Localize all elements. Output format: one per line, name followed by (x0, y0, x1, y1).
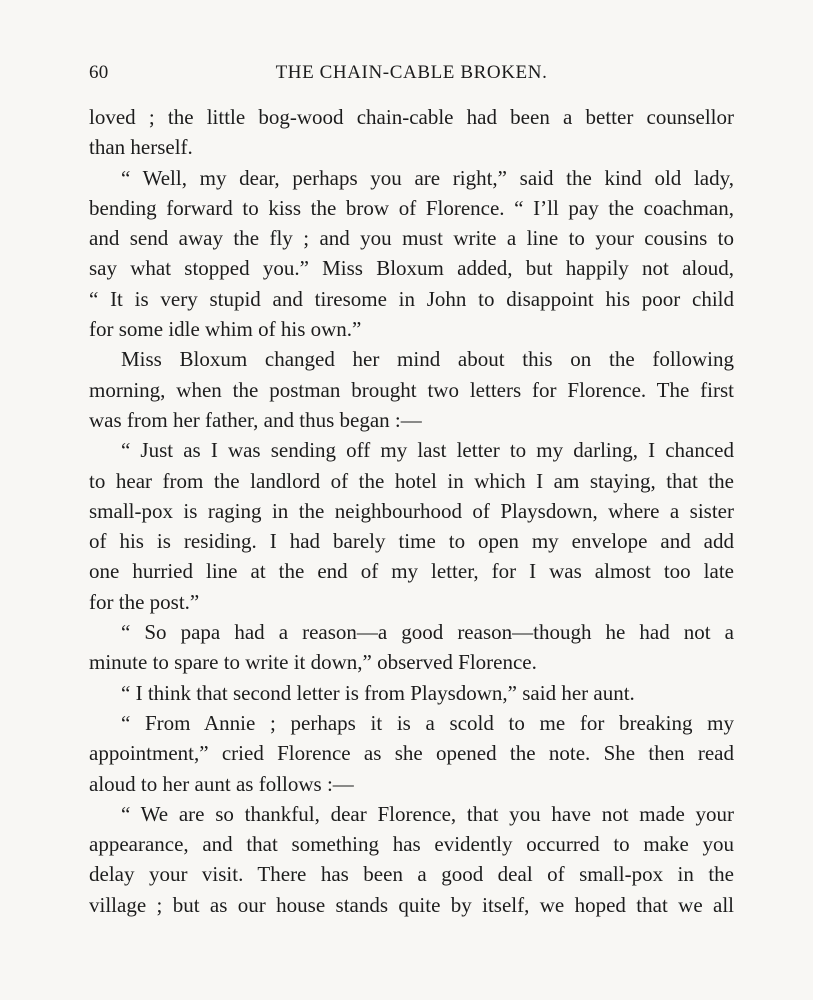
text-line: “ It is very stupid and tiresome in John to disappoint his poor child (89, 286, 734, 311)
text-line: to hear from the landlord of the hotel in which I am staying, that the (89, 468, 734, 493)
text-line: appearance, and that something has evidently occurred to make you (89, 832, 734, 857)
text-line: Miss Bloxum changed her mind about this on the following (121, 347, 734, 372)
body-text (89, 102, 734, 920)
text-line: was from her father, and thus began :— (89, 407, 422, 432)
text-line: minute to spare to write it down,” observed Florence. (89, 650, 537, 675)
running-title: THE CHAIN-CABLE BROKEN. (275, 62, 548, 83)
text-line: “ So papa had a reason—a good reason—though he had not a (121, 620, 734, 645)
text-line: appointment,” cried Florence as she opened the note. She then read (89, 741, 734, 766)
text-line: delay your visit. There has been a good deal of small-pox in the (89, 862, 734, 887)
text-line: for some idle whim of his own.” (89, 317, 362, 342)
text-line: “ From Annie ; perhaps it is a scold to me for breaking my (121, 710, 734, 735)
page-header (89, 62, 734, 86)
text-line: bending forward to kiss the brow of Florence. “ I’ll pay the coachman, (89, 195, 734, 220)
text-line: village ; but as our house stands quite by itself, we hoped that we all (89, 892, 734, 917)
text-line: than herself. (89, 135, 193, 160)
text-line: say what stopped you.” Miss Bloxum added, but happily not aloud, (89, 256, 734, 281)
page-number: 60 (89, 62, 109, 83)
text-line: “ Well, my dear, perhaps you are right,” said the kind old lady, (121, 165, 734, 190)
text-line: small-pox is raging in the neighbourhood of Playsdown, where a sister (89, 498, 734, 523)
text-line: morning, when the postman brought two letters for Florence. The first (89, 377, 734, 402)
text-line: aloud to her aunt as follows :— (89, 771, 354, 796)
text-line: one hurried line at the end of my letter, for I was almost too late (89, 559, 734, 584)
text-line: “ We are so thankful, dear Florence, that you have not made your (121, 801, 734, 826)
text-line: loved ; the little bog-wood chain-cable had been a better counsellor (89, 105, 734, 129)
text-line: “ Just as I was sending off my last letter to my darling, I chanced (121, 438, 734, 463)
text-line: “ I think that second letter is from Playsdown,” said her aunt. (121, 680, 635, 705)
text-line: and send away the fly ; and you must write a line to your cousins to (89, 226, 734, 251)
text-line: for the post.” (89, 589, 200, 614)
text-line: of his is residing. I had barely time to open my envelope and add (89, 529, 734, 554)
